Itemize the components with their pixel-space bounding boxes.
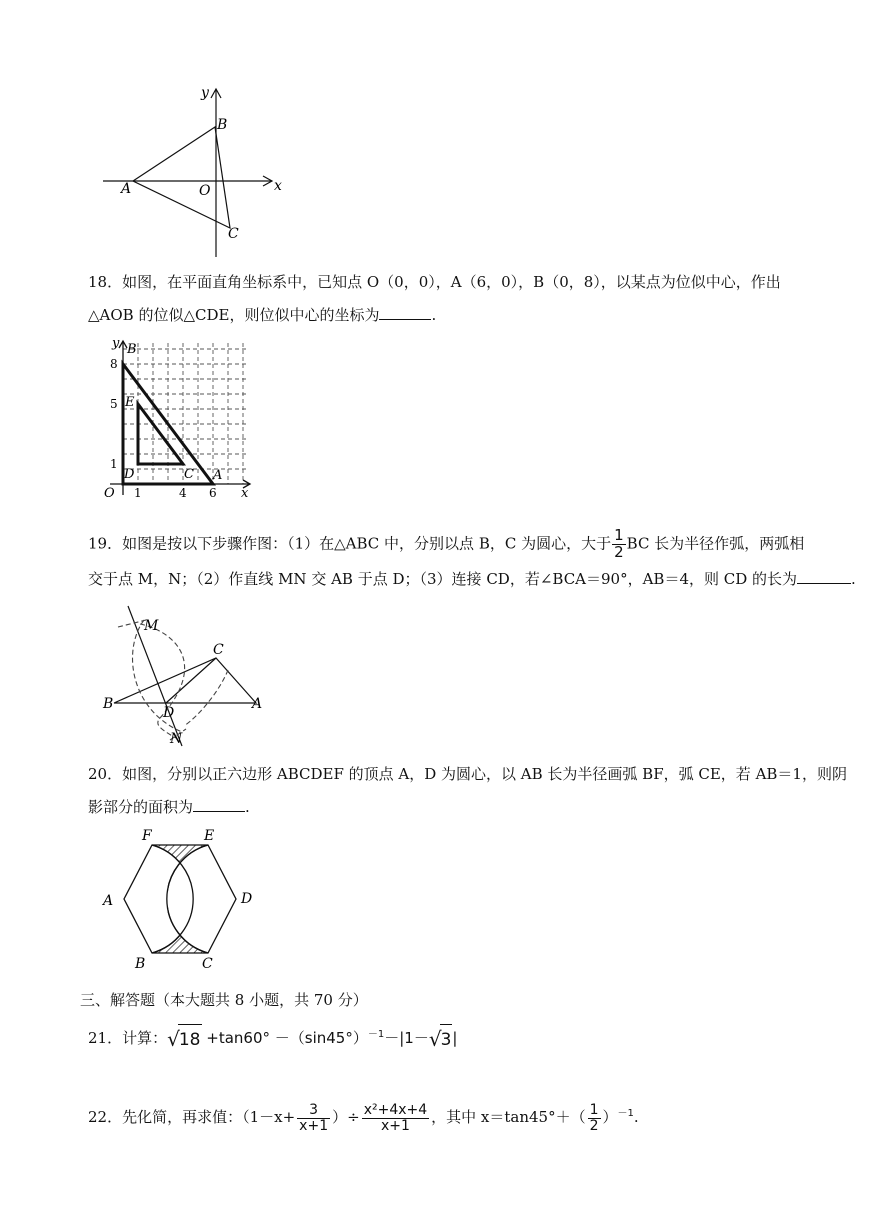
fig20-D-label: D — [241, 891, 253, 907]
q22-f2-den: x+1 — [380, 1117, 410, 1134]
q19-text-1b: BC 长为半径作弧，两弧相 — [626, 534, 805, 553]
q20-answer-blank — [193, 797, 245, 812]
fig20-A-label: A — [103, 893, 114, 909]
q19-answer-blank — [797, 569, 851, 584]
radical-icon: √ — [428, 1027, 442, 1051]
q21-radicand-1: 18 — [178, 1024, 202, 1055]
q18-answer-blank — [379, 305, 431, 320]
figure-19 — [100, 600, 270, 750]
q19-line1 — [88, 528, 804, 561]
fig20-B-label: B — [135, 956, 146, 972]
q20-line2 — [88, 797, 250, 817]
q22-f2-num: x²+4x+4 — [363, 1101, 428, 1118]
fig19-B-label: B — [103, 696, 114, 712]
q19-text-2: 交于点 M，N；（2）作直线 MN 交 AB 于点 D；（3）连接 CD，若∠BCA＝90°，AB＝4，则 CD 的长为 — [88, 570, 798, 588]
q19-line2 — [88, 569, 856, 589]
q21-radicand-2: 3 — [440, 1024, 453, 1055]
fig17-y-label: y — [201, 85, 209, 101]
figure-18 — [100, 335, 265, 505]
q21-line — [88, 1020, 457, 1050]
fig17-x-label: x — [274, 178, 282, 194]
fig18-ytick-8: 8 — [110, 357, 118, 371]
q19-frac-den: 2 — [614, 542, 624, 561]
q20-number: 20． — [88, 765, 123, 783]
q22-text-2: ，其中 x＝tan45°＋（ — [431, 1108, 586, 1126]
fig18-B-label: B — [127, 342, 137, 357]
fig18-D-label: D — [124, 467, 135, 482]
q18-line2 — [88, 305, 436, 325]
q21-text-3: | — [452, 1029, 458, 1047]
q21-text-1: +tan60° －（sin45°） — [201, 1029, 368, 1047]
fig20-F-label: F — [142, 828, 152, 844]
fig18-C-label: C — [184, 467, 194, 482]
q19-number: 19． — [88, 534, 123, 553]
q19-period: . — [851, 570, 856, 588]
q22-f1-num: 3 — [297, 1103, 330, 1119]
q18-period: . — [431, 306, 437, 324]
q21-label: 计算： — [122, 1029, 168, 1047]
q20-text-1: 如图，分别以正六边形 ABCDEF 的顶点 A，D 为圆心，以 AB 长为半径画弧 BF，弧 CE，若 AB＝1，则阴 — [122, 765, 847, 783]
q22-fraction-2 — [362, 1103, 429, 1133]
fig18-xtick-6: 6 — [209, 486, 217, 500]
fig18-xtick-1: 1 — [134, 486, 142, 500]
q20-line1 — [88, 764, 847, 784]
q22-number: 22． — [88, 1108, 123, 1126]
q19-fraction — [612, 528, 626, 561]
fig18-E-label: E — [125, 395, 135, 410]
q22-text-1: ）÷ — [332, 1108, 360, 1126]
q22-fraction-3 — [588, 1103, 601, 1133]
fig19-M-label: M — [144, 618, 159, 634]
q22-text-3: ） — [602, 1108, 618, 1126]
fig17-C-label: C — [228, 226, 239, 242]
q22-f3-den: 2 — [589, 1117, 599, 1134]
radical-icon: √ — [167, 1027, 180, 1051]
q22-exponent: －1 — [617, 1108, 634, 1119]
q21-text-2: －|1－ — [384, 1029, 429, 1047]
q19-frac-num: 1 — [614, 526, 624, 544]
section-3-heading: 三、解答题（本大题共 8 小题，共 70 分） — [80, 991, 368, 1009]
fig20-E-label: E — [204, 828, 215, 844]
fig17-B-label: B — [217, 117, 228, 133]
q21-number: 21． — [88, 1029, 123, 1047]
fig19-A-label: A — [252, 696, 263, 712]
q18-text-1: 如图，在平面直角坐标系中，已知点 O（0，0），A（6，0），B（0，8），以某点为位似中心，作出 — [122, 273, 781, 291]
q18-line1 — [88, 272, 781, 292]
fig18-ytick-1: 1 — [110, 457, 118, 471]
fig18-O-label: O — [104, 486, 115, 501]
q21-exponent: －1 — [367, 1029, 385, 1040]
fig18-A-label: A — [213, 468, 223, 483]
q22-label: 先化简，再求值：（1－x+ — [122, 1108, 296, 1126]
q22-text-4: . — [633, 1108, 639, 1126]
figure-17 — [100, 85, 300, 260]
q22-f3-num: 1 — [589, 1101, 599, 1118]
fig19-C-label: C — [213, 642, 224, 658]
figure-20 — [95, 825, 265, 975]
q22-line — [88, 1092, 639, 1136]
fig18-ytick-5: 5 — [110, 397, 118, 411]
fig17-O-label: O — [199, 183, 211, 199]
q18-text-2: △AOB 的位似△CDE，则位似中心的坐标为 — [88, 306, 380, 324]
fig18-x-label: x — [241, 486, 249, 501]
q20-text-2: 影部分的面积为 — [88, 798, 194, 816]
fig19-D-label: D — [163, 705, 175, 721]
q22-f1-den: x+1 — [299, 1117, 329, 1134]
fig18-y-label: y — [112, 336, 120, 351]
fig18-xtick-4: 4 — [179, 486, 187, 500]
q20-period: . — [245, 798, 250, 816]
fig20-C-label: C — [202, 956, 213, 972]
fig17-A-label: A — [121, 181, 132, 197]
q19-text-1a: 如图是按以下步骤作图：（1）在△ABC 中，分别以点 B，C 为圆心，大于 — [122, 534, 612, 553]
q18-number: 18． — [88, 273, 123, 291]
fig19-N-label: N — [170, 731, 183, 747]
q22-fraction-1 — [297, 1103, 330, 1133]
